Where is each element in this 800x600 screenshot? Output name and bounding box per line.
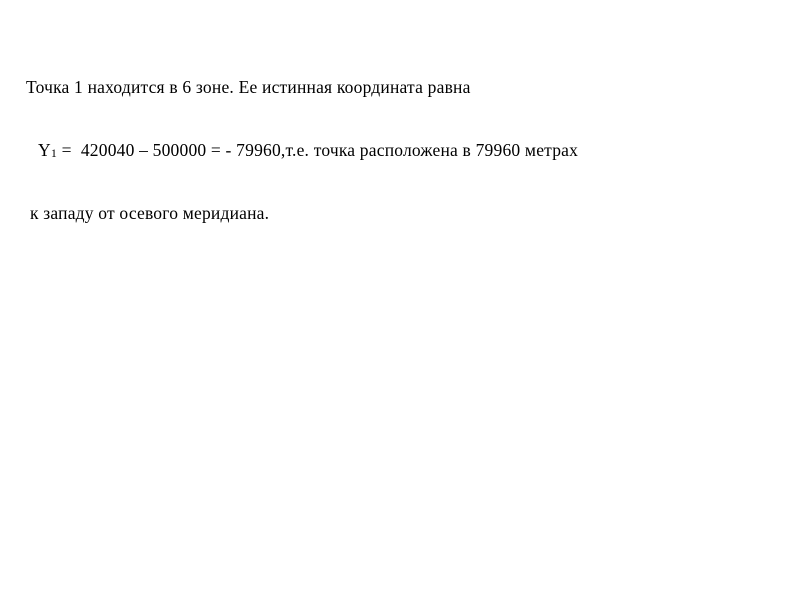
formula-expression: = 420040 – 500000 = - 79960,т.е. точка расположена в 79960 метрах [57,140,579,160]
text-block [26,35,766,266]
formula-line [26,140,766,161]
coordinate-symbol: Y [38,140,51,160]
statement-line-1: Точка 1 находится в 6 зоне. Ее истинная координата равна [26,77,471,97]
coordinate-subscript: 1 [50,146,58,160]
statement-line-3: к западу от осевого меридиана. [30,203,270,223]
